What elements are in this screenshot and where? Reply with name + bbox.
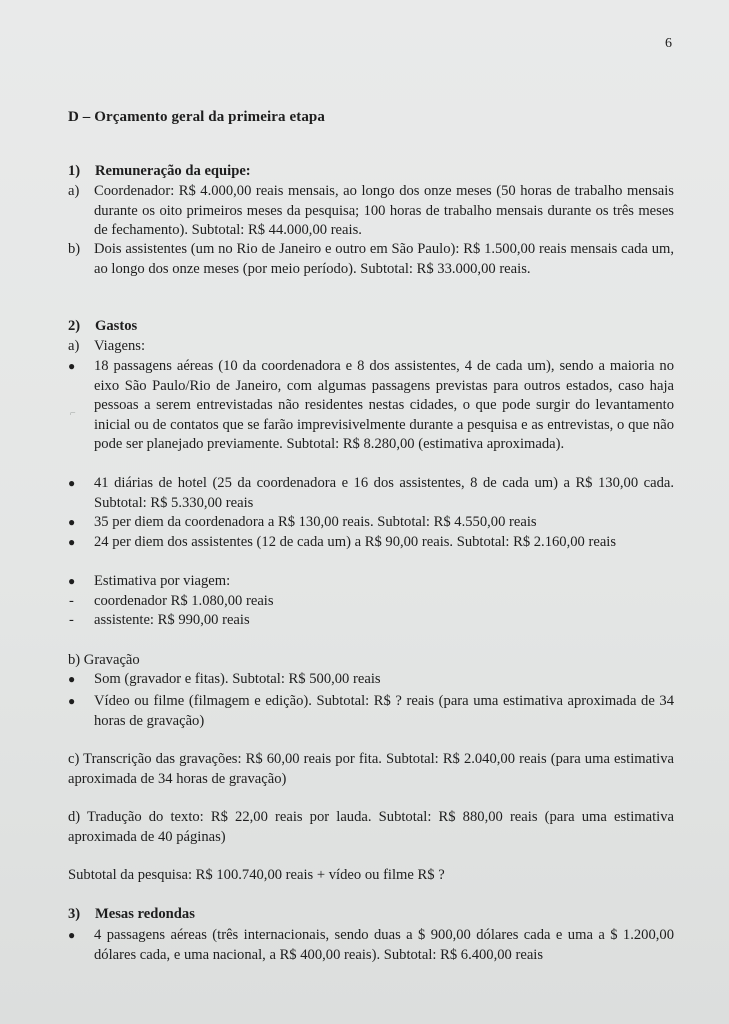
item-a-label: a): [68, 183, 80, 199]
section-3-heading: Mesas redondas: [95, 906, 195, 922]
bullet-item: 18 passagens aéreas (10 da coordenadora e 8 dos assistentes, 4 de cada um), sendo a maioria no eixo São Paulo/Rio de Janeiro, com algumas passagens previstas para outros estados, caso haja pessoas a serem entrevistadas não residentes nestas cidades, o que pode surgir do levantamento inicial ou de contatos que se farão imprevisivelmente durante a pesquisa e as entrevistas, o que não pode ser planejado previamente. Subtotal: R$ 8.280,00 (estimativa aproximada).: [94, 358, 674, 452]
item-b-label: b): [68, 241, 81, 257]
section-1-heading: Remuneração da equipe:: [95, 163, 251, 179]
translation-text: d) Tradução do texto: R$ 22,00 reais por lauda. Subtotal: R$ 880,00 reais (para uma estimativa aproximada de 40 páginas): [68, 809, 674, 845]
item-a-text: Coordenador: R$ 4.000,00 reais mensais, ao longo dos onze meses (50 horas de trabalho mensais durante os oito primeiros meses da pesquisa; 100 horas de trabalho mensais durante os três meses de fechamento). Subtotal: R$ 44.000,00 reais.: [94, 183, 674, 238]
travel-text: Viagens:: [94, 338, 145, 354]
bullet-item: Estimativa por viagem:: [94, 573, 231, 589]
bullet-icon: ●: [68, 535, 76, 549]
bullet-icon: ●: [68, 515, 76, 529]
travel-label: a): [68, 338, 80, 354]
bullet-icon: ●: [68, 694, 76, 708]
section-2-number: 2): [68, 318, 81, 334]
research-subtotal: Subtotal da pesquisa: R$ 100.740,00 reais + vídeo ou filme R$ ?: [68, 867, 445, 883]
bullet-item: Som (gravador e fitas). Subtotal: R$ 500,00 reais: [94, 671, 381, 687]
bullet-icon: ●: [68, 359, 76, 373]
dash-marker: -: [69, 593, 74, 609]
dash-marker: -: [69, 612, 74, 628]
bullet-item: 4 passagens aéreas (três internacionais, sendo duas a $ 900,00 dólares cada e uma a $ 1.200,00 dólares cada, e uma nacional, a R$ 400,00 reais). Subtotal: R$ 6.400,00 reais: [94, 927, 674, 963]
bullet-item: 41 diárias de hotel (25 da coordenadora e 16 dos assistentes, 8 de cada um) a R$ 130,00 cada. Subtotal: R$ 5.330,00 reais: [94, 475, 674, 511]
bullet-item: 24 per diem dos assistentes (12 de cada um) a R$ 90,00 reais. Subtotal: R$ 2.160,00 reais: [94, 534, 617, 550]
bullet-item: 35 per diem da coordenadora a R$ 130,00 reais. Subtotal: R$ 4.550,00 reais: [94, 514, 537, 530]
section-2-heading: Gastos: [95, 318, 138, 334]
item-b-text: Dois assistentes (um no Rio de Janeiro e outro em São Paulo): R$ 1.500,00 reais mensais cada um, ao longo dos onze meses (por meio período). Subtotal: R$ 33.000,00 reais.: [94, 241, 674, 277]
bullet-icon: ●: [68, 476, 76, 490]
recording-heading: b) Gravação: [68, 652, 140, 668]
dash-item: assistente: R$ 990,00 reais: [94, 612, 250, 628]
bullet-icon: ●: [68, 672, 76, 686]
section-3-number: 3): [68, 906, 81, 922]
section-1-number: 1): [68, 163, 81, 179]
section-title: D – Orçamento geral da primeira etapa: [68, 109, 325, 125]
page-number: 6: [665, 36, 672, 51]
transcription-text: c) Transcrição das gravações: R$ 60,00 reais por fita. Subtotal: R$ 2.040,00 reais (para uma estimativa aproximada de 34 horas de gravação): [68, 751, 674, 787]
bullet-icon: ●: [68, 574, 76, 588]
bullet-item: Vídeo ou filme (filmagem e edição). Subtotal: R$ ? reais (para uma estimativa aproximada de 34 horas de gravação): [94, 693, 674, 729]
margin-mark: ⌐: [70, 408, 76, 419]
bullet-icon: ●: [68, 928, 76, 942]
dash-item: coordenador R$ 1.080,00 reais: [94, 593, 274, 609]
